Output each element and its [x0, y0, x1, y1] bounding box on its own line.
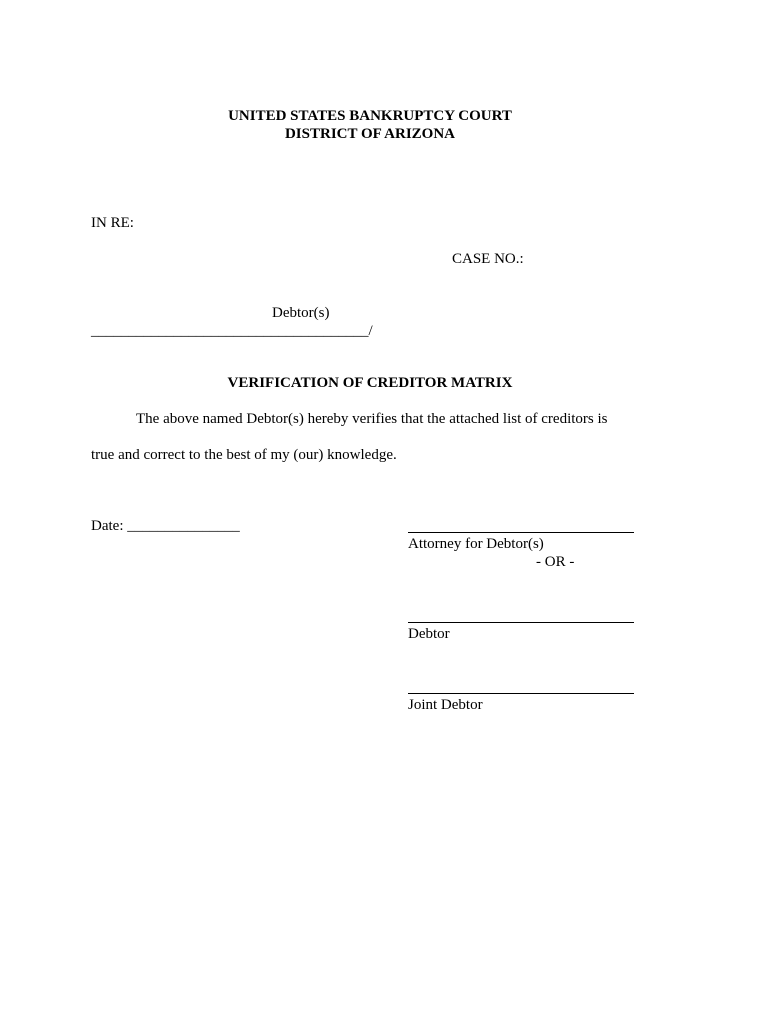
attorney-signature-line — [408, 532, 634, 533]
joint-debtor-signature-label: Joint Debtor — [408, 697, 483, 713]
document-title: VERIFICATION OF CREDITOR MATRIX — [227, 375, 513, 391]
district-name: DISTRICT OF ARIZONA — [284, 126, 456, 142]
caption-rule: _____________________________________/ — [91, 323, 373, 339]
debtor-signature-label: Debtor — [408, 626, 450, 642]
case-number-label: CASE NO.: — [452, 251, 524, 267]
or-separator: - OR - — [536, 554, 575, 570]
attorney-signature-label: Attorney for Debtor(s) — [408, 536, 544, 552]
date-field: Date: _______________ — [91, 518, 240, 534]
verification-text-line-2: true and correct to the best of my (our) knowledge. — [91, 447, 397, 463]
verification-text-line-1: The above named Debtor(s) hereby verifies that the attached list of creditors is — [136, 411, 608, 427]
court-name: UNITED STATES BANKRUPTCY COURT — [228, 108, 512, 124]
debtor-caption-label: Debtor(s) — [272, 305, 330, 321]
joint-debtor-signature-line — [408, 693, 634, 694]
in-re-label: IN RE: — [91, 215, 134, 231]
debtor-signature-line — [408, 622, 634, 623]
